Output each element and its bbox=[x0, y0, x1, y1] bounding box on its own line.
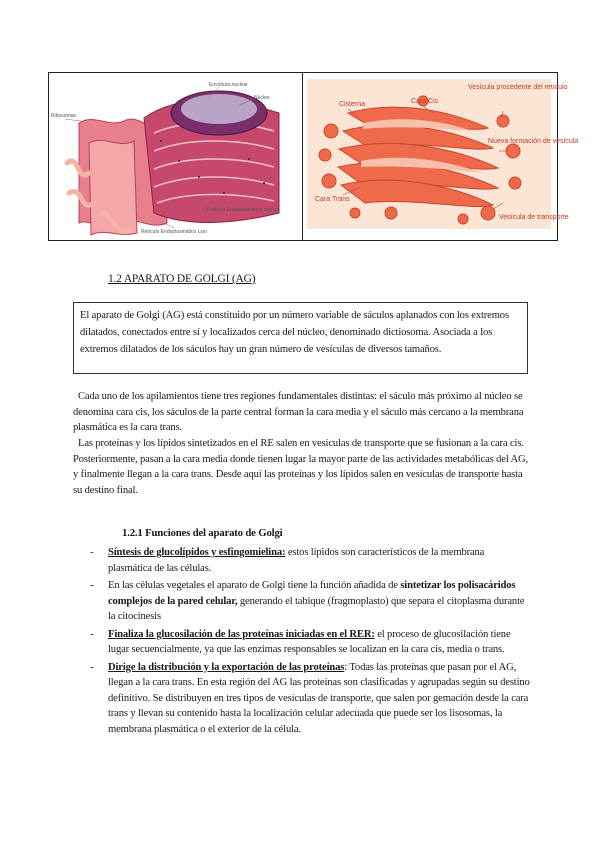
function-title: Dirige la distribución y la exportación de las proteínas bbox=[108, 661, 345, 673]
nucleus-er-golgi-illustration bbox=[49, 73, 303, 240]
function-text: el proceso de glucosilación tiene lugar secuencialmente, ya que las enzimas responsables se localizan en la cara cis, media o trans. bbox=[108, 628, 511, 655]
label-cara-cis: Cara Cis bbox=[411, 98, 439, 105]
label-vesicula-procedente: Vesícula procedente del retículo bbox=[468, 84, 568, 91]
function-title: Finaliza la glucosilación de las proteínas iniciadas en el RER: bbox=[108, 628, 375, 640]
list-item: - Síntesis de glucolípidos y esfingomielina: estos lípidos son característicos de la membrana plasmática de las células. bbox=[90, 547, 485, 574]
section-title: 1.2 APARATO DE GOLGI (AG) bbox=[108, 273, 256, 285]
list-item: - En las células vegetales el aparato de Golgi tiene la función añadida de sintetizar los polisacáridos complejos de la pared celular, generando el tabique (fragmoplasto) que separa el citoplasma durante la citocinesis bbox=[90, 580, 525, 622]
label-cisterna: Cisterna bbox=[339, 101, 366, 108]
label-vesicula-transporte: Vesícula de transporte bbox=[499, 214, 569, 221]
paragraph-regions: Cada uno de los apilamientos tiene tres regiones fundamentales distintas: el sáculo más próximo al núcleo se denomina cara cis, los sáculos de la parte central forman la cara media y el sáculo más cercano a la membrana plasmática es la cara trans. bbox=[73, 391, 524, 433]
label-ribosomas: Ribosomas bbox=[51, 113, 77, 119]
function-text: estos lípidos son característicos de la membrana plasmática de las células. bbox=[108, 547, 485, 574]
label-nucleo: Núcleo bbox=[254, 95, 270, 101]
subsection-title: 1.2.1 Funciones del aparato de Golgi bbox=[122, 527, 283, 539]
function-text: generando el tabique (fragmoplasto) que separa el citoplasma durante la citocinesis bbox=[108, 595, 525, 622]
function-intro: En las células vegetales el aparato de Golgi tiene la función añadida de bbox=[108, 580, 401, 591]
label-rer: Retículo Endoplasmático rugoso bbox=[207, 207, 279, 213]
label-nueva-formacion: Nueva formación de vesícula bbox=[488, 138, 579, 145]
function-title: sintetizar los polisacáridos complejos de la pared celular, bbox=[108, 580, 516, 607]
functions-list bbox=[90, 545, 530, 739]
function-title: Síntesis de glucolípidos y esfingomielina: bbox=[108, 547, 286, 558]
label-rel: Retículo Endoplasmático Liso bbox=[141, 229, 207, 235]
golgi-apparatus-illustration bbox=[303, 73, 579, 240]
function-text: : Todas las proteínas que pasan por el AG, llegan a la cara trans. En esta región del AG las proteínas son clasificadas y agrupadas según su destino definitivo. Se distribuyen en tres tipos de vesículas de transporte, que salen por gemación desde la cara trans y llevan su contenido hasta la localización celular adecuada que puede ser los lisosomas, la membrana plasmática o el exterior de la célula. bbox=[108, 661, 530, 735]
definition-box: El aparato de Golgi (AG) está constituido por un número variable de sáculos aplanados con los extremos dilatados, conectados entre sí y localizados cerca del núcleo, denominado dictiosoma. Asociada a los extremos dilatados de los sáculos hay un gran número de vesículas de diversos tamaños. bbox=[73, 302, 528, 374]
list-item: - Finaliza la glucosilación de las proteínas iniciadas en el RER: el proceso de glucosilación tiene lugar secuencialmente, ya que las enzimas responsables se localizan en la cara cis, media o trans. bbox=[90, 628, 511, 655]
figure-table bbox=[48, 72, 579, 241]
label-envoltura-nuclear: Envoltura nuclear bbox=[209, 82, 248, 88]
paragraph-transport: Las proteínas y los lípidos sintetizados en el RE salen en vesículas de transporte que se fusionan a la cara cis. Posteriormente, pasan a la cara media donde tienen lugar la mayor parte de las actividades metabólicas del AG, y finalmente llegan a la cara trans. Desde aquí las proteínas y los lípidos salen en vesículas de transporte hasta su destino final. bbox=[73, 438, 529, 496]
label-cara-trans: Cara Trans bbox=[315, 196, 350, 203]
list-item: - Dirige la distribución y la exportación de las proteínas: Todas las proteínas que pasan por el AG, llegan a la cara trans. En esta región del AG las proteínas son clasificadas y agrupadas según su destino definitivo. Se distribuyen en tres tipos de vesículas de transporte, que salen por gemación desde la cara trans y llevan su contenido hasta la localización celular adecuada que puede ser los lisosomas, la membrana plasmática o el exterior de la célula. bbox=[90, 661, 530, 735]
